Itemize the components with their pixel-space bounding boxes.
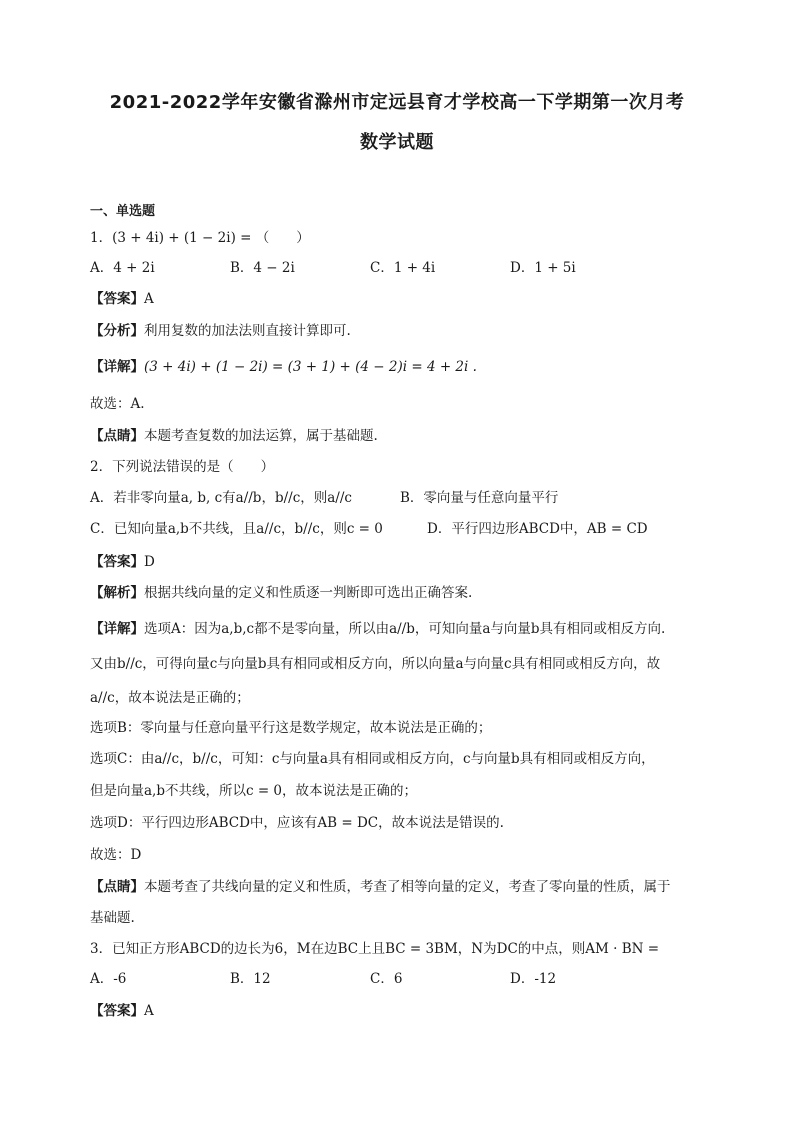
answer-tag: 【答案】 — [90, 554, 144, 570]
analysis-tag: 【分析】 — [90, 323, 144, 339]
q2-detail-6: 但是向量a,b不共线，所以c = 0，故本说法是正确的； — [90, 783, 418, 799]
q2-stem: 2．下列说法错误的是（ ） — [90, 459, 275, 475]
q1-option-c: C．1 + 4i — [370, 260, 436, 276]
section-heading: 一、单选题 — [90, 204, 156, 219]
answer-value: A — [144, 1003, 154, 1019]
q3-stem: 3．已知正方形ABCD的边长为6，M在边BC上且BC = 3BM，N为DC的中点，则AM · BN = — [90, 941, 660, 957]
q2-option-d: D．平行四边形ABCD中，AB = CD — [427, 521, 648, 537]
q3-answer — [90, 1002, 710, 1020]
detail-text: 选项A：因为a,b,c都不是零向量，所以由a//b，可知向量a与向量b具有相同或相反方向. — [144, 621, 666, 637]
q3-option-a: A．-6 — [90, 971, 127, 987]
q3-option-d: D．-12 — [510, 971, 557, 987]
q2-detail-3: a//c，故本说法是正确的； — [90, 690, 250, 706]
q1-detail — [90, 358, 710, 376]
q2-choose: 故选：D — [90, 847, 142, 863]
q2-option-c: C．已知向量a,b不共线，且a//c，b//c，则c = 0 — [90, 521, 383, 537]
q2-analysis — [90, 584, 710, 602]
q2-detail-4: 选项B：零向量与任意向量平行这是数学规定，故本说法是正确的； — [90, 720, 492, 736]
detail-tag: 【详解】 — [90, 621, 144, 637]
q1-option-d: D．1 + 5i — [510, 260, 576, 276]
exam-title: 2021-2022学年安徽省滁州市定远县育才学校高一下学期第一次月考 — [109, 92, 685, 113]
q2-option-b: B．零向量与任意向量平行 — [400, 490, 559, 506]
detail-text: (3 + 4i) + (1 − 2i) = (3 + 1) + (4 − 2)i = 4 + 2i . — [144, 359, 477, 375]
q1-option-b: B．4 − 2i — [230, 260, 295, 276]
q3-option-b: B．12 — [230, 971, 271, 987]
q1-option-a: A．4 + 2i — [90, 260, 155, 276]
q2-detail-1 — [90, 620, 710, 638]
analysis-text: 利用复数的加法法则直接计算即可. — [144, 323, 351, 339]
answer-tag: 【答案】 — [90, 291, 144, 307]
detail-tag: 【详解】 — [90, 359, 144, 375]
comment-text: 本题考查了共线向量的定义和性质，考查了相等向量的定义，考查了零向量的性质，属于 — [144, 879, 671, 895]
analysis-tag: 【解析】 — [90, 585, 144, 601]
comment-tag: 【点睛】 — [90, 428, 144, 444]
answer-value: A — [144, 291, 154, 307]
answer-value: D — [144, 554, 155, 570]
analysis-text: 根据共线向量的定义和性质逐一判断即可选出正确答案. — [144, 585, 473, 601]
q1-answer — [90, 290, 710, 308]
q2-option-a: A．若非零向量a, b, c有a//b，b//c，则a//c — [90, 490, 352, 506]
q1-choose: 故选：A. — [90, 396, 145, 412]
q3-option-c: C．6 — [370, 971, 403, 987]
q1-analysis — [90, 322, 710, 340]
q2-detail-7: 选项D：平行四边形ABCD中，应该有AB = DC，故本说法是错误的. — [90, 815, 504, 831]
comment-tag: 【点睛】 — [90, 879, 144, 895]
q2-detail-2: 又由b//c，可得向量c与向量b具有相同或相反方向，所以向量a与向量c具有相同或相反方向，故 — [90, 656, 661, 672]
q2-comment-1 — [90, 878, 710, 896]
comment-text: 本题考查复数的加法运算，属于基础题. — [144, 428, 378, 444]
q1-stem: 1．(3 + 4i) + (1 − 2i) = （ ） — [90, 230, 310, 246]
answer-tag: 【答案】 — [90, 1003, 144, 1019]
q2-comment-2: 基础题. — [90, 910, 135, 926]
exam-subtitle: 数学试题 — [360, 132, 434, 153]
q2-answer — [90, 553, 710, 571]
q1-comment — [90, 427, 710, 445]
q2-detail-5: 选项C：由a//c，b//c，可知：c与向量a具有相同或相反方向，c与向量b具有相同或相反方向， — [90, 751, 655, 767]
